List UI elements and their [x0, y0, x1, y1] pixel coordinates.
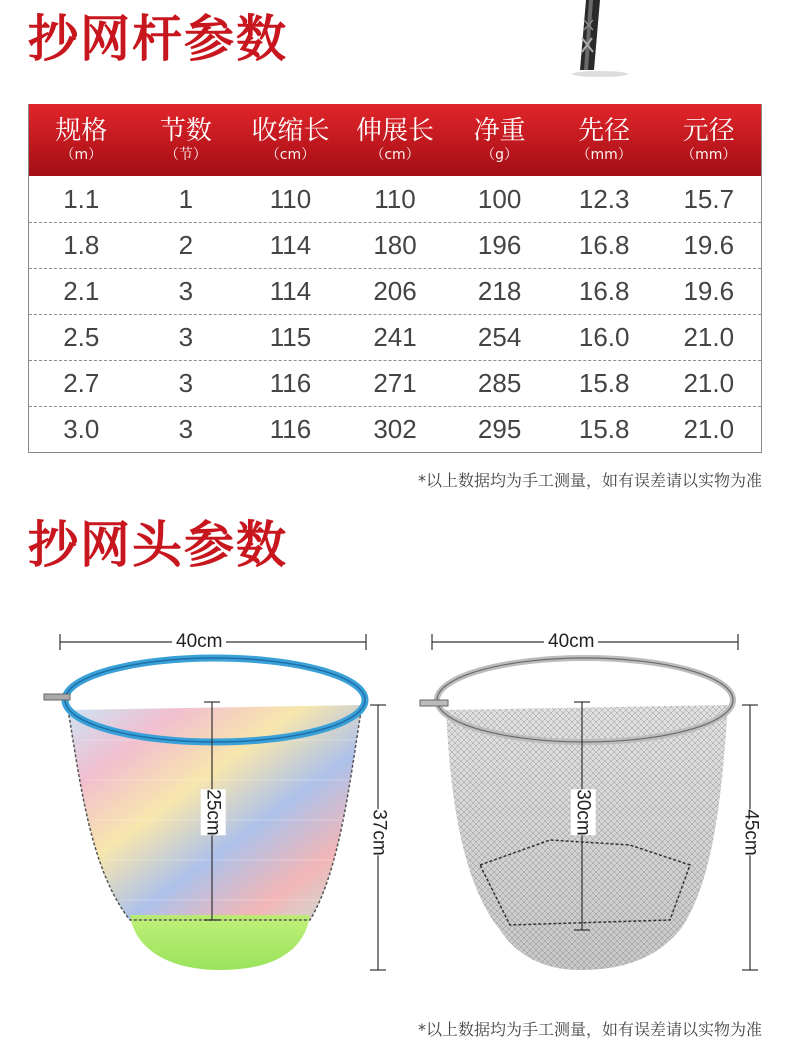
- table-cell: 21.0: [683, 322, 735, 352]
- rod-spec-table: [28, 104, 762, 453]
- net-right-figure: [410, 620, 770, 980]
- table-cell: 302: [373, 414, 417, 444]
- column-header: [238, 104, 343, 176]
- column-header: [343, 104, 448, 176]
- table-cell: 254: [477, 322, 522, 352]
- table-cell: 16.0: [578, 322, 630, 352]
- table-cell: 1.8: [63, 230, 100, 260]
- column-header: [447, 104, 552, 176]
- table-row: [29, 314, 761, 360]
- column-header: [29, 104, 134, 176]
- table-cell: 180: [373, 230, 417, 260]
- table-cell: 100: [477, 183, 522, 214]
- net-left-inner-depth-label: 25cm: [202, 789, 224, 836]
- table-row: [29, 406, 761, 452]
- net-left-figure: [40, 620, 400, 980]
- column-header: [656, 104, 761, 176]
- table-row: [29, 222, 761, 268]
- table-cell: 1.1: [63, 183, 100, 214]
- column-header-name: 规格: [55, 116, 108, 146]
- table-header: [29, 104, 761, 176]
- column-header: [134, 104, 239, 176]
- column-header-unit: （m）: [60, 147, 103, 163]
- table-cell: 2.5: [63, 322, 100, 352]
- table-cell: 271: [373, 368, 417, 398]
- table-cell: 116: [269, 414, 312, 444]
- table-cell: 196: [477, 230, 522, 260]
- table-cell: 2.1: [63, 276, 100, 306]
- table-cell: 2: [178, 230, 194, 260]
- rod-image: [560, 0, 630, 80]
- net-left-total-depth-label: 37cm: [368, 809, 390, 856]
- table-cell: 16.8: [578, 276, 630, 306]
- table-row: [29, 176, 761, 222]
- table-cell: 206: [373, 276, 417, 306]
- table-cell: 19.6: [683, 230, 735, 260]
- column-header-unit: （mm）: [681, 147, 737, 163]
- table-cell: 218: [477, 276, 522, 306]
- column-header-name: 伸展长: [356, 116, 435, 146]
- column-header-unit: （mm）: [576, 147, 632, 163]
- column-header-name: 净重: [473, 116, 526, 146]
- column-header-unit: （节）: [164, 147, 207, 163]
- table-cell: 3: [178, 414, 194, 444]
- table-cell: 16.8: [578, 230, 630, 260]
- measurement-note-2: *以上数据均为手工测量，如有误差请以实物为准: [417, 1020, 762, 1039]
- column-header: [552, 104, 657, 176]
- table-cell: 15.8: [578, 368, 630, 398]
- measurement-note: *以上数据均为手工测量，如有误差请以实物为准: [417, 471, 762, 490]
- column-header-name: 元径: [682, 116, 735, 146]
- table-cell: 114: [269, 276, 312, 306]
- table-cell: 21.0: [683, 368, 735, 398]
- table-row: [29, 268, 761, 314]
- table-cell: 21.0: [683, 414, 735, 444]
- net-left-width-label: 40cm: [172, 632, 226, 651]
- net-head-params-title: 抄网头参数: [28, 516, 288, 574]
- column-header-name: 收缩长: [251, 116, 330, 146]
- table-cell: 3.0: [63, 414, 100, 444]
- table-cell: 241: [373, 322, 417, 352]
- table-cell: 114: [269, 230, 312, 260]
- table-cell: 295: [477, 414, 522, 444]
- table-body: [29, 176, 761, 452]
- table-cell: 116: [269, 368, 312, 398]
- table-cell: 3: [178, 322, 194, 352]
- table-cell: 1: [178, 183, 194, 214]
- table-cell: 285: [477, 368, 522, 398]
- net-right-inner-depth-label: 30cm: [572, 789, 594, 836]
- table-cell: 12.3: [578, 183, 630, 214]
- net-right-total-depth-label: 45cm: [740, 809, 762, 856]
- table-cell: 2.7: [63, 368, 100, 398]
- table-cell: 115: [269, 322, 312, 352]
- column-header-unit: （cm）: [265, 147, 316, 163]
- table-cell: 15.8: [578, 414, 630, 444]
- table-cell: 3: [178, 276, 194, 306]
- net-right-width-label: 40cm: [544, 632, 598, 651]
- table-row: [29, 360, 761, 406]
- table-cell: 15.7: [683, 183, 735, 214]
- table-cell: 110: [374, 183, 416, 214]
- column-header-name: 节数: [159, 116, 212, 146]
- rod-params-title: 抄网杆参数: [28, 10, 288, 68]
- column-header-name: 先径: [578, 116, 631, 146]
- table-cell: 3: [178, 368, 194, 398]
- column-header-unit: （g）: [481, 147, 519, 163]
- table-cell: 110: [269, 183, 312, 214]
- table-cell: 19.6: [683, 276, 735, 306]
- column-header-unit: （cm）: [370, 147, 420, 163]
